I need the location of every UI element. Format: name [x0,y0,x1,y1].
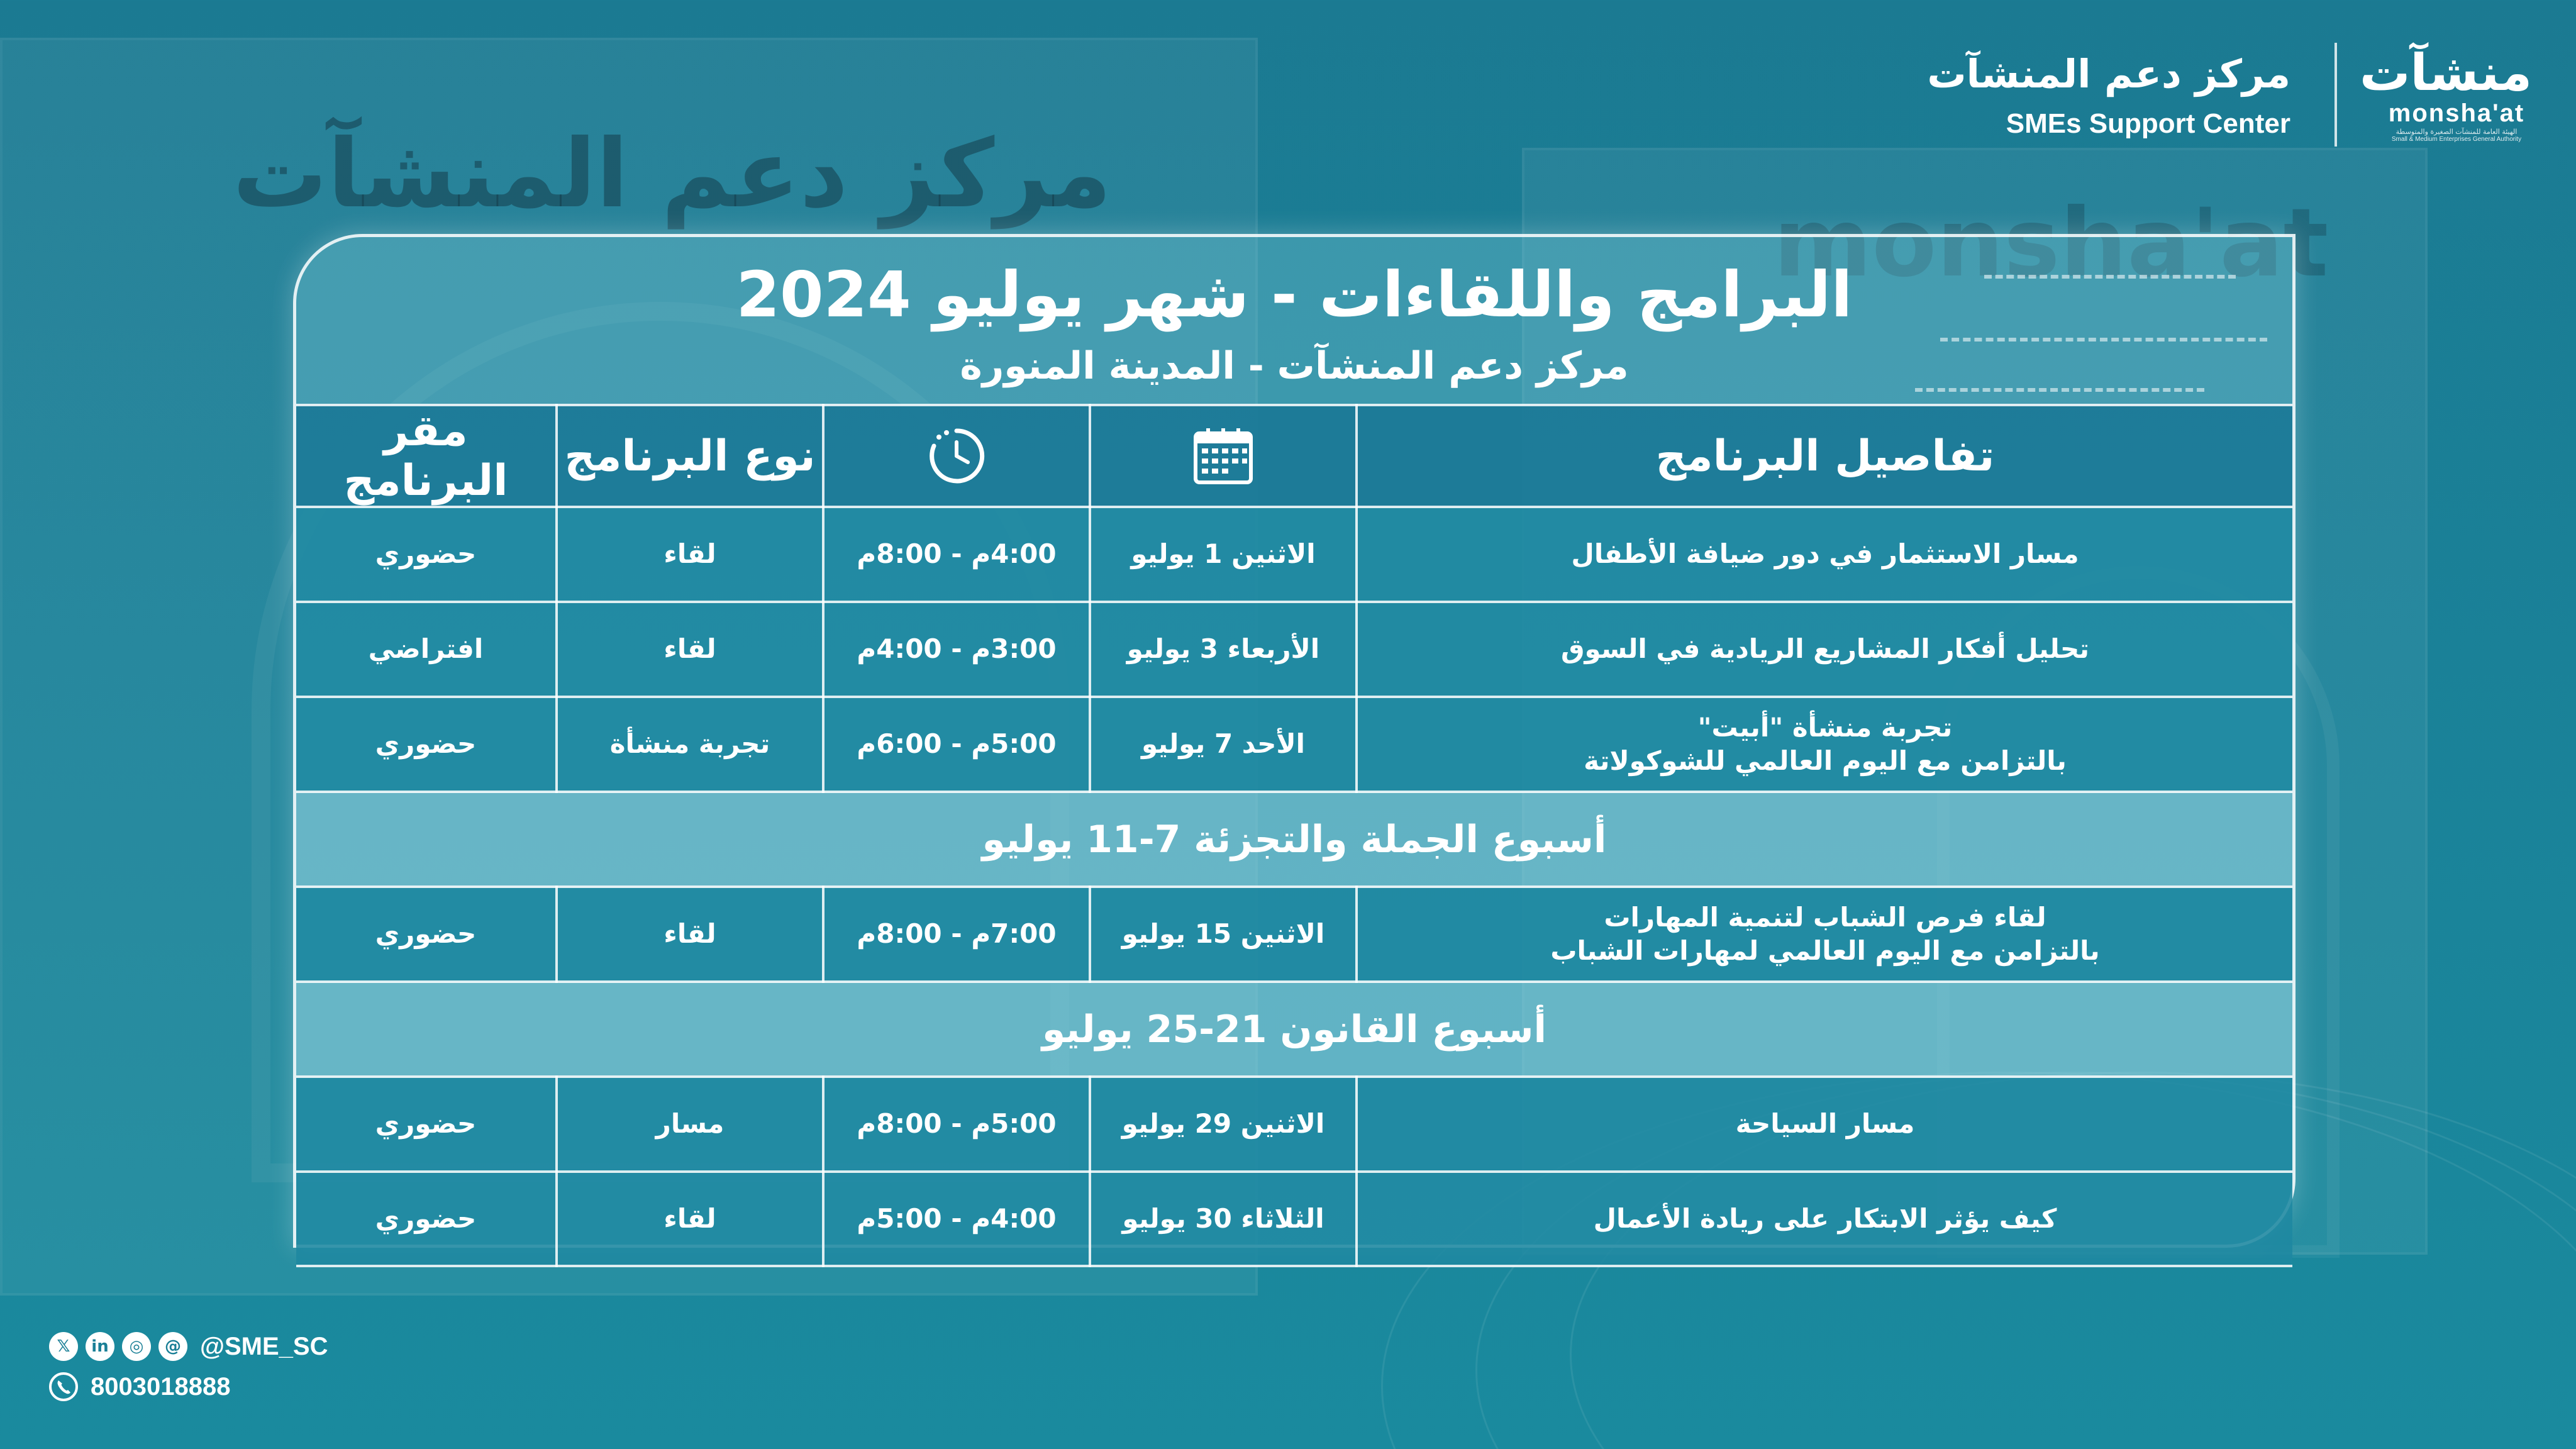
cell-type: تجربة منشأة [557,697,823,792]
monshaat-logo [2359,43,2532,143]
cell-type: مسار [557,1077,823,1172]
cell-place: حضوري [296,887,557,982]
logo-divider [2334,43,2337,147]
cell-details [1357,887,2292,982]
center-name-english: SMEs Support Center [2006,108,2290,140]
schedule-card [293,234,2296,1248]
cell-details: مسار الاستثمار في دور ضيافة الأطفال [1357,507,2292,602]
social-handle[interactable]: @SME_SC [200,1332,328,1360]
cell-date: الثلاثاء 30 يوليو [1090,1172,1357,1266]
cell-time: 5:00م - 6:00م [823,697,1090,792]
table-header-row [296,405,2292,507]
cell-time: 7:00م - 8:00م [823,887,1090,982]
week-banner: أسبوع القانون 21-25 يوليو [296,982,2292,1077]
details-line: بالتزامن مع اليوم العالمي للشوكولاتة [1584,745,2067,776]
cell-details [1357,697,2292,792]
week-banner-row [296,982,2292,1077]
cell-time: 4:00م - 8:00م [823,507,1090,602]
cell-date: الأحد 7 يوليو [1090,697,1357,792]
background-sign-arabic: مركز دعم المنشآت [233,119,1112,229]
logo-subtitle-english: Small & Medium Enterprises General Authority [2391,135,2522,143]
cell-date: الأربعاء 3 يوليو [1090,602,1357,697]
logo-arabic: منشآت [2359,43,2532,102]
cell-details: كيف يؤثر الابتكار على ريادة الأعمال [1357,1172,2292,1266]
footer [49,1332,328,1401]
logo-subtitle-arabic: الهيئة العامة للمنشآت الصغيرة والمتوسطة [2396,127,2518,136]
header-time [823,405,1090,507]
cell-type: لقاء [557,602,823,697]
logo-english: monsha'at [2388,99,2525,127]
cell-time: 4:00م - 5:00م [823,1172,1090,1266]
center-name [1927,49,2290,140]
page-subtitle: مركز دعم المنشآت - المدينة المنورة [960,344,1629,388]
phone-contact [49,1372,328,1401]
social-links [49,1332,328,1361]
cell-type: لقاء [557,1172,823,1266]
cell-date: الاثنين 1 يوليو [1090,507,1357,602]
cell-type: لقاء [557,507,823,602]
cell-place: حضوري [296,1172,557,1266]
cell-type: لقاء [557,887,823,982]
clock-icon [928,427,985,485]
cell-place: حضوري [296,1077,557,1172]
cell-details: تحليل أفكار المشاريع الريادية في السوق [1357,602,2292,697]
details-line: تجربة منشأة "أبيت" [1697,712,1953,743]
cell-time: 5:00م - 8:00م [823,1077,1090,1172]
background-sign-latin: monsha'at [1774,189,2329,298]
center-name-arabic: مركز دعم المنشآت [1927,50,2290,97]
phone-icon [49,1372,78,1401]
calendar-icon [1193,427,1253,485]
table-row [296,507,2292,602]
header-details: تفاصيل البرنامج [1357,405,2292,507]
cell-date: الاثنين 15 يوليو [1090,887,1357,982]
week-banner-row [296,792,2292,887]
table-row [296,697,2292,792]
page-title: البرامج واللقاءات - شهر يوليو 2024 [736,258,1853,331]
linkedin-icon[interactable]: in [86,1332,114,1361]
header-type: نوع البرنامج [557,405,823,507]
cell-details: مسار السياحة [1357,1077,2292,1172]
cell-date: الاثنين 29 يوليو [1090,1077,1357,1172]
phone-number[interactable]: 8003018888 [91,1372,231,1401]
schedule-table [296,404,2292,1267]
x-icon[interactable]: 𝕏 [49,1332,78,1361]
cell-place: حضوري [296,697,557,792]
decorative-dashes [1984,275,2236,280]
table-row [296,887,2292,982]
header-place: مقر البرنامج [296,405,557,507]
cell-time: 3:00م - 4:00م [823,602,1090,697]
header [1927,38,2532,151]
decorative-dashes [1915,388,2204,393]
threads-icon[interactable]: @ [158,1332,187,1361]
cell-place: افتراضي [296,602,557,697]
header-date [1090,405,1357,507]
week-banner: أسبوع الجملة والتجزئة 7-11 يوليو [296,792,2292,887]
decorative-dashes [1940,338,2267,343]
cell-place: حضوري [296,507,557,602]
instagram-icon[interactable]: ◎ [122,1332,151,1361]
table-row [296,602,2292,697]
details-line: لقاء فرص الشباب لتنمية المهارات [1604,902,2046,933]
details-line: بالتزامن مع اليوم العالمي لمهارات الشباب [1550,935,2100,966]
table-row [296,1077,2292,1172]
table-row [296,1172,2292,1266]
